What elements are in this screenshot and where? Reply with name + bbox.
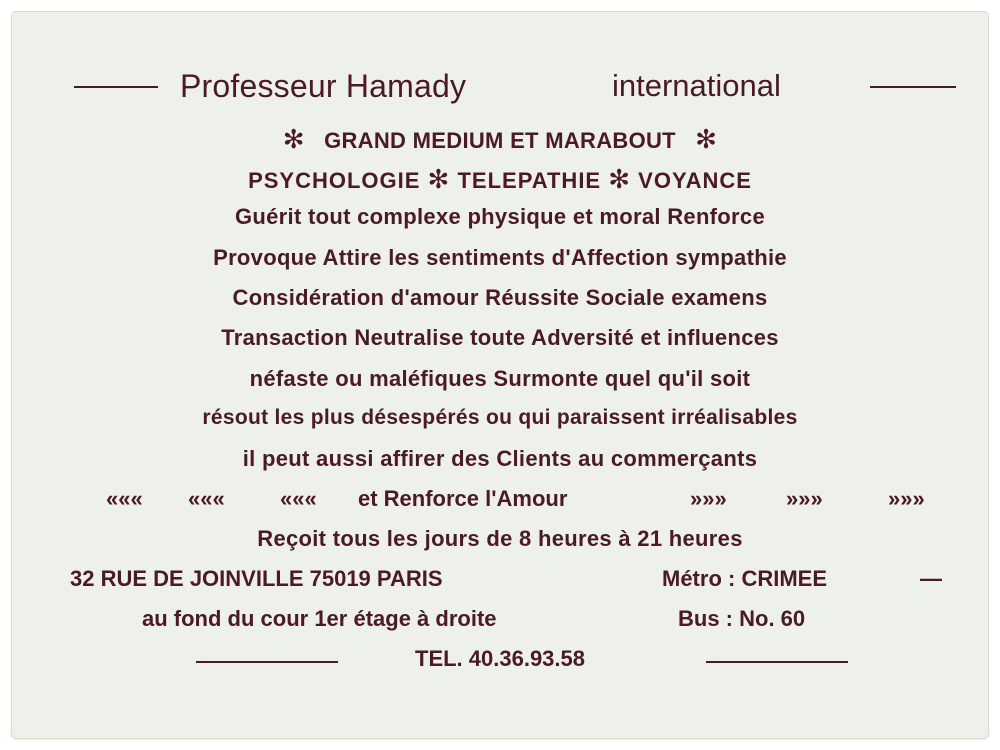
title-text: GRAND MEDIUM ET MARABOUT [324, 128, 676, 153]
discipline-clairvoyance: VOYANCE [638, 168, 752, 193]
opening-hours: Reçoit tous les jours de 8 heures à 21 heures [257, 526, 743, 551]
body-line: néfaste ou maléfiques Surmonte quel qu'il soit [249, 366, 751, 391]
header-rule-left [74, 86, 158, 88]
body-line: Considération d'amour Réussite Sociale examens [232, 285, 768, 310]
street-address: 32 RUE DE JOINVILLE 75019 PARIS [70, 566, 443, 591]
guillemets-close-icon: »»» [690, 486, 727, 511]
asterisk-icon: ✻ [695, 124, 718, 154]
metro-station: Métro : CRIMEE [662, 566, 827, 591]
business-card [12, 12, 988, 738]
asterisk-icon: ✻ [608, 164, 632, 194]
guillemets-open-icon: ««« [106, 486, 143, 511]
disciplines-line [12, 164, 988, 195]
bus-line: Bus : No. 60 [678, 606, 806, 631]
body-line: Provoque Attire les sentiments d'Affection sympathie [213, 245, 787, 270]
title-line [12, 124, 988, 155]
discipline-psychology: PSYCHOLOGIE [248, 168, 421, 193]
floor-directions: au fond du cour 1er étage à droite [142, 606, 497, 631]
asterisk-icon: ✻ [427, 164, 451, 194]
body-line: il peut aussi affirer des Clients au commerçants [242, 446, 758, 471]
tel-rule-right [706, 661, 848, 663]
guillemets-close-icon: »»» [786, 486, 823, 511]
address-dash: — [920, 566, 942, 591]
body-line: Transaction Neutralise toute Adversité et influences [221, 325, 779, 350]
discipline-telepathy: TELEPATHIE [457, 168, 602, 193]
asterisk-icon: ✻ [282, 124, 305, 154]
body-line: résout les plus désespérés ou qui paraissent irréalisables [202, 406, 798, 429]
amour-text: et Renforce l'Amour [358, 486, 568, 511]
header-rule-right [870, 86, 956, 88]
amour-line [12, 486, 988, 516]
guillemets-open-icon: ««« [188, 486, 225, 511]
telephone: TEL. 40.36.93.58 [415, 646, 585, 671]
professor-name: Professeur Hamady [180, 68, 467, 104]
guillemets-open-icon: ««« [280, 486, 317, 511]
header-tagline: international [612, 68, 781, 103]
guillemets-close-icon: »»» [888, 486, 925, 511]
body-line: Guérit tout complexe physique et moral Renforce [235, 204, 765, 229]
